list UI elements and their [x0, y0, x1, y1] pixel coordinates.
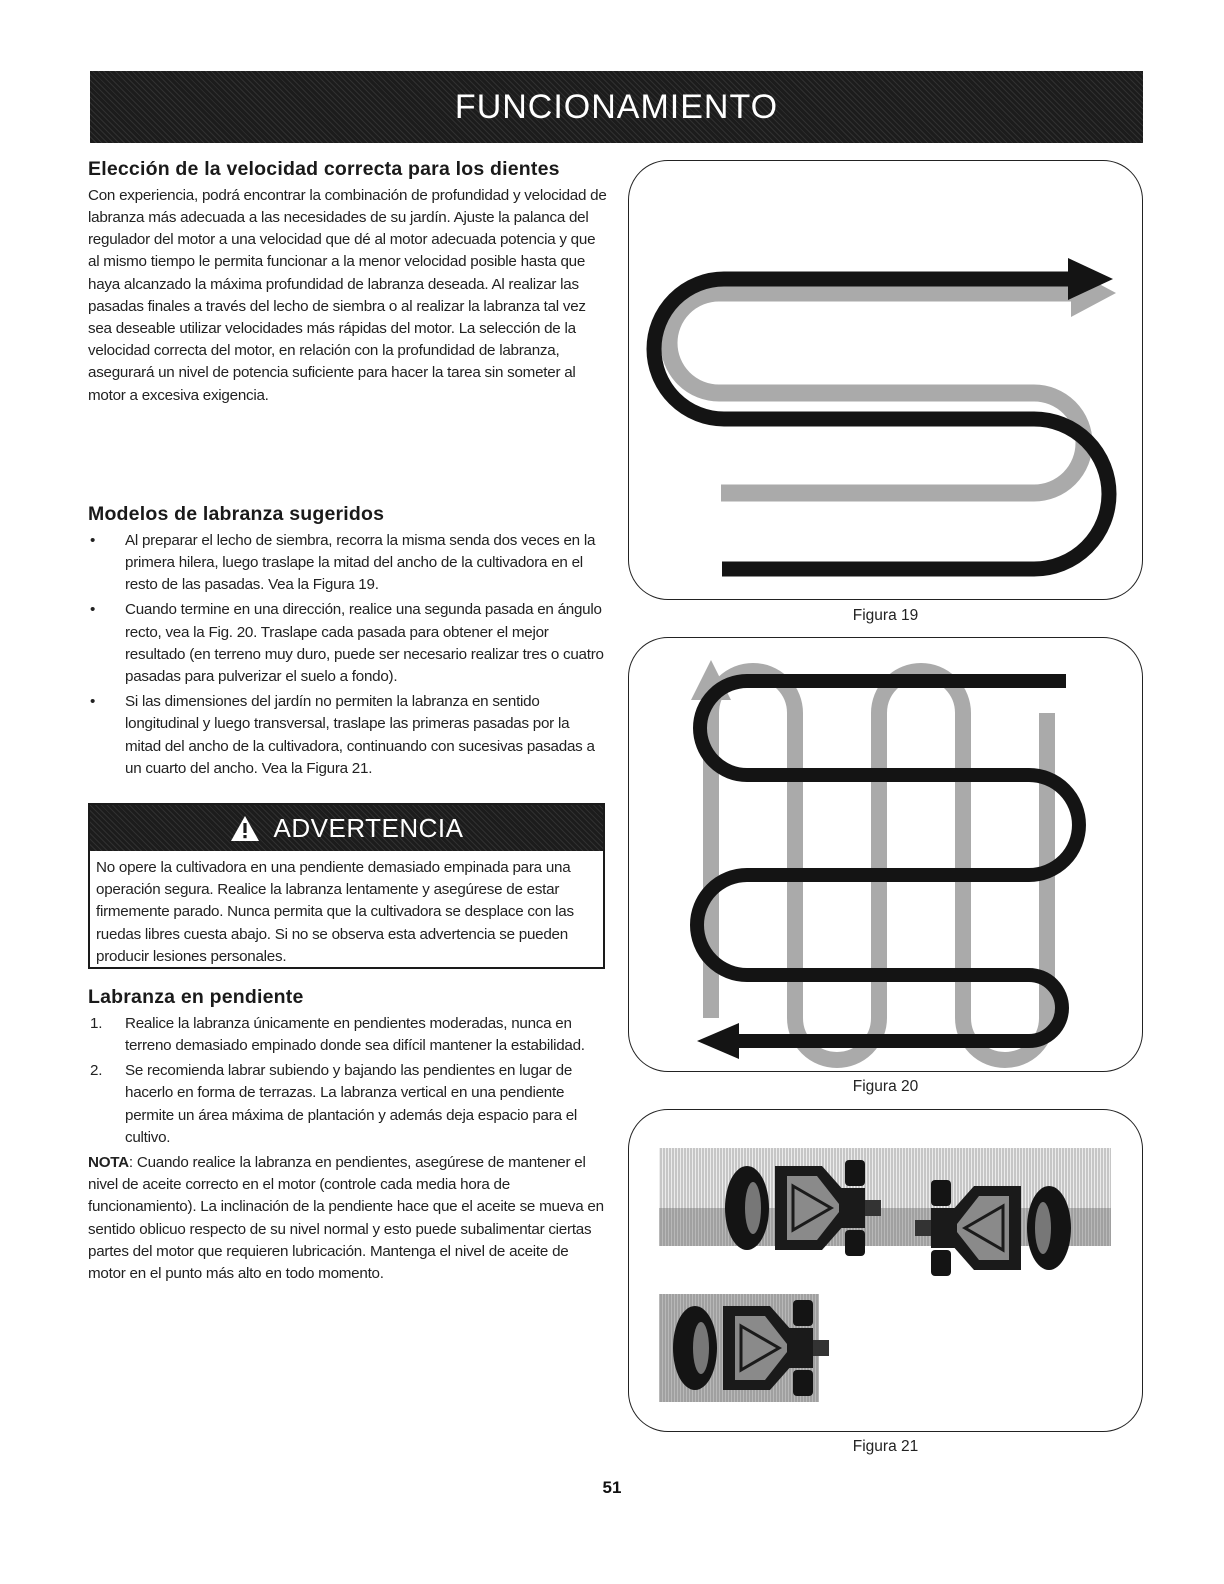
- list-item: 1. Realice la labranza únicamente en pendientes moderadas, nunca en terreno demasiado empinado donde sea difícil mantener la estabilidad.: [90, 1014, 585, 1055]
- figure-21-caption: Figura 21: [852, 1438, 919, 1455]
- section-body-tine-speed: Con experiencia, podrá encontrar la combinación de profundidad y velocidad de labranza más adecuada a las necesidades de su jardín. Ajuste la palanca del regulador del motor a una velocidad que dé al motor adecuada potencia y que al mismo tiempo le permita funcionar a la menor velocidad posible hasta que haya alcanzado la máxima profundidad de labranza deseada. Al realizar las pasadas finales a través del lecho de siembra o al realizar la labranza tal vez sea deseable utilizar velocidades más rápidas del motor. La selección de la velocidad correcta del motor, en relación con la profundidad de labranza, asegurará un nivel de potencia suficiente para hacer la tarea sin someter al motor a excesiva exigencia.: [88, 186, 607, 404]
- tiller-icon: [725, 1160, 881, 1256]
- list-item: • Cuando termine en una dirección, realice una segunda pasada en ángulo recto, vea la Fig. 20. Traslape cada pasada para obtener el mejor resultado (en terreno muy duro, puede ser necesario realizar tres o cuatro pasadas para pulverizar el suelo a fondo).: [90, 601, 604, 686]
- warning-triangle-icon: [230, 815, 260, 842]
- figure-20-caption: Figura 20: [852, 1078, 919, 1095]
- list-item: • Al preparar el lecho de siembra, recorra la misma senda dos veces en la primera hilera, luego traslape la mitad del ancho de la cultivadora en el resto de las pasadas. Vea la Figura 19.: [90, 531, 596, 594]
- bullet: •: [90, 531, 96, 549]
- bullet: •: [90, 601, 96, 619]
- figure-20: [628, 637, 1143, 1072]
- slope-tilling-steps: [88, 1013, 608, 1149]
- section-tilling-patterns: [88, 503, 608, 783]
- figure-19-caption: Figura 19: [852, 607, 919, 624]
- warning-title: ADVERTENCIA: [273, 812, 464, 843]
- tiller-icon: [673, 1300, 829, 1396]
- bullet: •: [90, 693, 96, 711]
- page-title: FUNCIONAMIENTO: [454, 87, 779, 126]
- section-title-tine-speed: Elección de la velocidad correcta para los dientes: [88, 158, 560, 180]
- tiller-icon: [915, 1180, 1071, 1276]
- section-tine-speed: [88, 158, 608, 407]
- warning-header: [90, 805, 603, 851]
- figure-19-diagram: [629, 161, 1141, 598]
- figure-21: [628, 1109, 1143, 1432]
- figure-20-diagram: [629, 638, 1141, 1070]
- list-item: • Si las dimensiones del jardín no permiten la labranza en sentido longitudinal y luego transversal, traslape las primeras pasadas por la mitad del ancho de la cultivadora, continuando con sucesivas pasadas a un cuarto del ancho. Vea la Figura 21.: [90, 693, 595, 777]
- figure-19: [628, 160, 1143, 600]
- section-title-slope-tilling: Labranza en pendiente: [88, 986, 304, 1008]
- figure-21-diagram: [629, 1110, 1141, 1430]
- note-label: NOTA: [88, 1154, 129, 1172]
- section-title-tilling-patterns: Modelos de labranza sugeridos: [88, 503, 385, 525]
- page-number: 51: [602, 1478, 622, 1497]
- warning-box: [88, 803, 605, 969]
- tilling-patterns-list: [88, 530, 608, 780]
- list-item: 2. Se recomienda labrar subiendo y bajando las pendientes en lugar de hacerlo en forma de terrazas. La labranza vertical en una pendiente permite un área máxima de plantación y además deja espacio para el cultivo.: [90, 1062, 578, 1146]
- section-header-banner: [90, 71, 1143, 143]
- section-slope-tilling: [88, 986, 608, 1285]
- note-text: : Cuando realice la labranza en pendientes, asegúrese de mantener el nivel de aceite correcto en el motor (controle cada media hora de funcionamiento). La inclinación de la pendiente hace que el aceite se mueva en sentido oblicuo respecto de su nivel normal y esto puede subalimentar ciertas partes del motor que requieren lubricación. Mantenga el nivel de aceite de motor en el punto más alto en todo momento.: [88, 1154, 604, 1283]
- note-paragraph: [88, 1152, 608, 1285]
- warning-text: No opere la cultivadora en una pendiente demasiado empinada para una operación segura. Realice la labranza lentamente y asegúrese de estar firmemente parado. Nunca permita que la cultivadora se desplace con las ruedas libres cuesta abajo. Si no se observa esta advertencia se pueden producir lesiones personales.: [96, 859, 574, 965]
